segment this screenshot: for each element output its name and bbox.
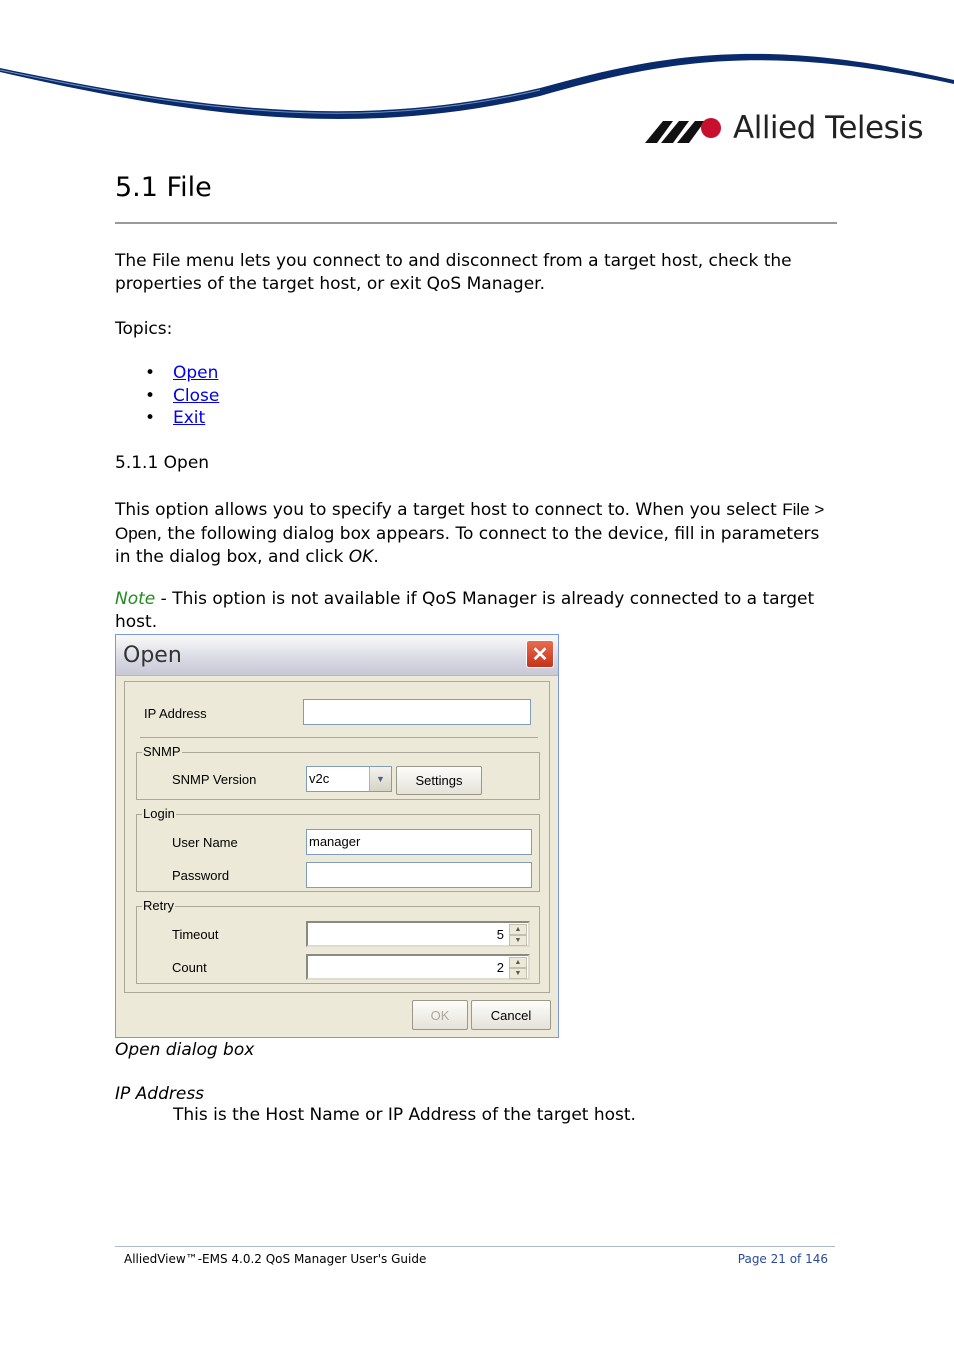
password-label: Password — [172, 868, 230, 883]
topic-link-exit[interactable]: Exit — [173, 408, 206, 428]
timeout-stepper[interactable] — [306, 921, 530, 947]
section-subheading: 5.1.1 Open — [115, 453, 210, 473]
divider — [140, 737, 538, 738]
menu-ref-file: File — [782, 500, 810, 519]
list-item — [145, 362, 219, 385]
username-input[interactable]: manager — [306, 829, 532, 855]
logo-mark-icon — [645, 113, 725, 143]
intro-paragraph: The File menu lets you connect to and disconnect from a target host, check the properties of the target host, or exit QoS Manager. — [115, 251, 792, 294]
logo-text: Allied Telesis — [733, 110, 923, 146]
topics-label: Topics: — [115, 319, 173, 339]
count-value: 2 — [496, 960, 504, 975]
retry-group — [136, 898, 540, 984]
count-spinner[interactable] — [509, 957, 527, 979]
ok-button[interactable]: OK — [412, 1000, 468, 1030]
chevron-up-icon[interactable]: ▲ — [509, 924, 527, 935]
list-item — [145, 407, 219, 430]
snmp-version-value: v2c — [309, 771, 330, 786]
snmp-group — [136, 744, 540, 800]
timeout-label: Timeout — [172, 927, 219, 942]
topic-link-close[interactable]: Close — [173, 385, 220, 406]
dialog-titlebar — [116, 635, 558, 676]
dialog-title: Open — [123, 643, 182, 668]
username-label: User Name — [172, 835, 238, 850]
password-input[interactable] — [306, 862, 532, 888]
topics-list — [145, 362, 219, 430]
snmp-version-select[interactable] — [306, 766, 392, 792]
definition-text: This is the Host Name or IP Address of the target host. — [173, 1105, 636, 1125]
dialog-panel — [124, 681, 550, 993]
snmp-group-label: SNMP — [143, 744, 181, 759]
ok-word: OK — [348, 547, 374, 567]
login-group — [136, 806, 540, 892]
text-segment: This option allows you to specify a target host to connect to. When you select — [115, 500, 783, 520]
title-divider — [115, 222, 837, 224]
count-label: Count — [172, 960, 207, 975]
footer-divider — [115, 1246, 835, 1247]
figure-caption: Open dialog box — [115, 1040, 255, 1060]
ip-address-input[interactable] — [303, 699, 531, 725]
text-segment: . — [373, 547, 379, 567]
cancel-button[interactable]: Cancel — [471, 1000, 551, 1030]
footer-page-number: Page 21 of 146 — [737, 1252, 828, 1266]
timeout-value: 5 — [496, 927, 504, 942]
ip-address-label: IP Address — [144, 706, 207, 721]
chevron-down-icon[interactable]: ▼ — [509, 935, 527, 946]
login-group-label: Login — [143, 806, 175, 821]
allied-telesis-logo — [645, 108, 923, 148]
chevron-down-icon[interactable]: ▼ — [509, 968, 527, 979]
retry-group-label: Retry — [143, 898, 175, 913]
settings-button[interactable]: Settings — [396, 766, 482, 795]
open-dialog — [115, 634, 559, 1038]
definition-term: IP Address — [115, 1084, 205, 1104]
menu-ref-open: Open — [115, 524, 157, 543]
note-paragraph — [115, 588, 837, 634]
close-icon[interactable]: ✕ — [526, 640, 554, 668]
note-text: - This option is not available if QoS Manager is already connected to a target host. — [115, 589, 815, 632]
menu-separator: > — [809, 500, 825, 519]
note-label: Note — [115, 589, 156, 609]
chevron-down-icon[interactable]: ▼ — [369, 767, 391, 791]
timeout-spinner[interactable] — [509, 924, 527, 946]
open-paragraph — [115, 498, 837, 569]
count-stepper[interactable] — [306, 954, 530, 980]
topic-link-open[interactable]: Open — [173, 363, 219, 383]
footer-guide-title: AlliedView™-EMS 4.0.2 QoS Manager User's Guide — [124, 1252, 427, 1266]
chevron-up-icon[interactable]: ▲ — [509, 957, 527, 968]
text-segment: , the following dialog box appears. To connect to the device, fill in parameters in the dialog box, and click — [115, 524, 820, 567]
page-title: 5.1 File — [115, 172, 212, 203]
snmp-version-label: SNMP Version — [172, 772, 257, 787]
list-item — [145, 385, 219, 408]
